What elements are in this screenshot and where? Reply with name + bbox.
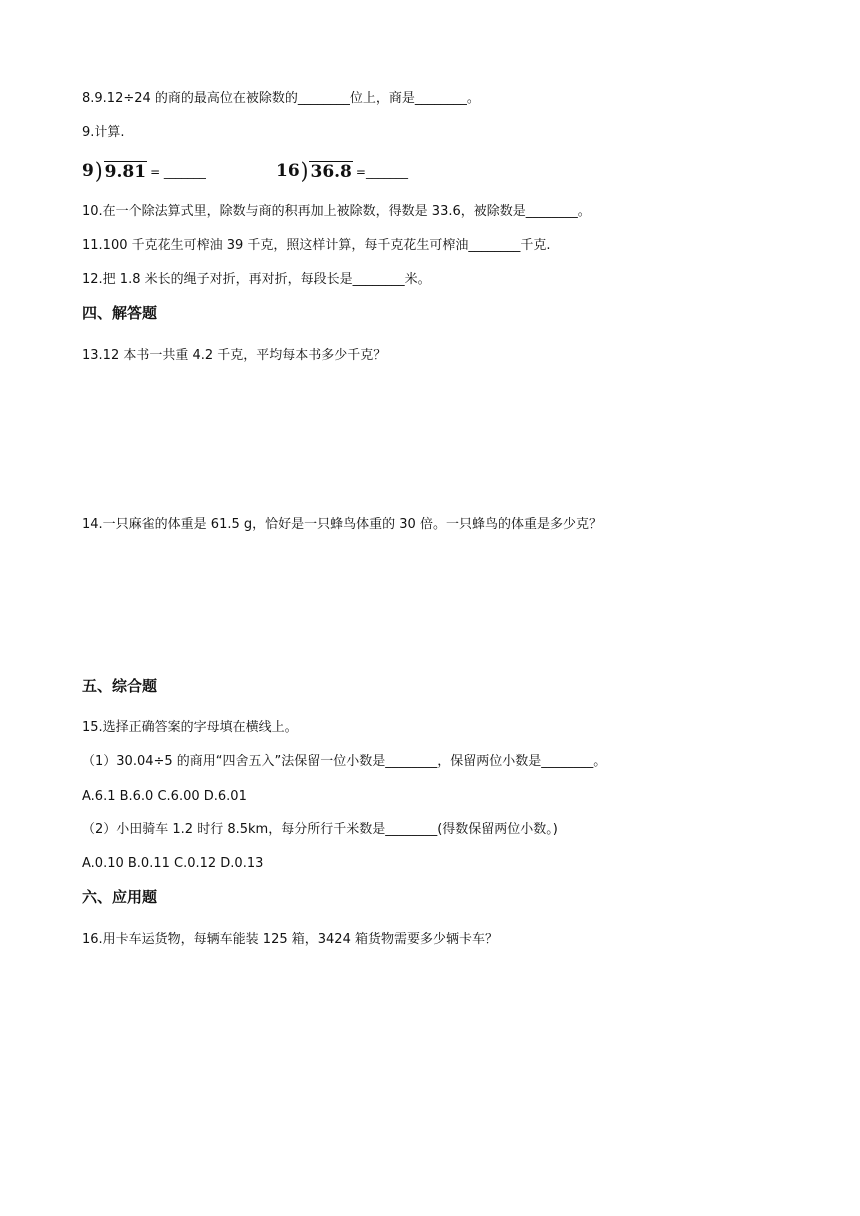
division-exercises (82, 157, 782, 186)
question-9: 9.计算. (82, 125, 125, 140)
question-8: 8.9.12÷24 的商的最高位在被除数的________位上，商是________。 (82, 91, 480, 106)
divisor: 9 (82, 161, 94, 181)
question-15-part-1-options: A.6.1 B.6.0 C.6.00 D.6.01 (82, 789, 247, 804)
division-item-2 (276, 157, 408, 185)
dividend: 9.81 (104, 162, 147, 182)
section-heading-6: 六、应用题 (82, 888, 158, 906)
question-14: 14.一只麻雀的体重是 61.5 g，恰好是一只蜂鸟体重的 30 倍。一只蜂鸟的体重是多少克？ (82, 517, 602, 532)
question-15-part-1: （1）30.04÷5 的商用“四舍五入”法保留一位小数是________，保留两位小数是________。 (82, 754, 607, 769)
answer-blank: =_______ (355, 165, 408, 179)
divisor: 16 (276, 161, 300, 181)
section-heading-5: 五、综合题 (82, 677, 158, 695)
question-15-part-2-options: A.0.10 B.0.11 C.0.12 D.0.13 (82, 856, 264, 871)
question-11: 11.100 千克花生可榨油 39 千克，照这样计算，每千克花生可榨油________千克. (82, 238, 551, 253)
answer-blank: = _______ (150, 165, 206, 179)
question-12: 12.把 1.8 米长的绳子对折，再对折，每段长是________米。 (82, 272, 431, 287)
division-item-1 (82, 157, 206, 185)
question-10: 10.在一个除法算式里，除数与商的积再加上被除数，得数是 33.6，被除数是________。 (82, 204, 591, 219)
question-16: 16.用卡车运货物，每辆车能装 125 箱，3424 箱货物需要多少辆卡车？ (82, 932, 498, 947)
dividend: 36.8 (310, 162, 352, 182)
section-heading-4: 四、解答题 (82, 304, 158, 322)
division-bracket: ) (300, 157, 309, 185)
question-13: 13.12 本书一共重 4.2 千克，平均每本书多少千克？ (82, 348, 387, 363)
question-15-part-2: （2）小田骑车 1.2 时行 8.5km，每分所行千米数是________(得数保留两位小数。) (82, 822, 558, 837)
division-bracket: ) (94, 157, 103, 185)
question-15: 15.选择正确答案的字母填在横线上。 (82, 720, 298, 735)
